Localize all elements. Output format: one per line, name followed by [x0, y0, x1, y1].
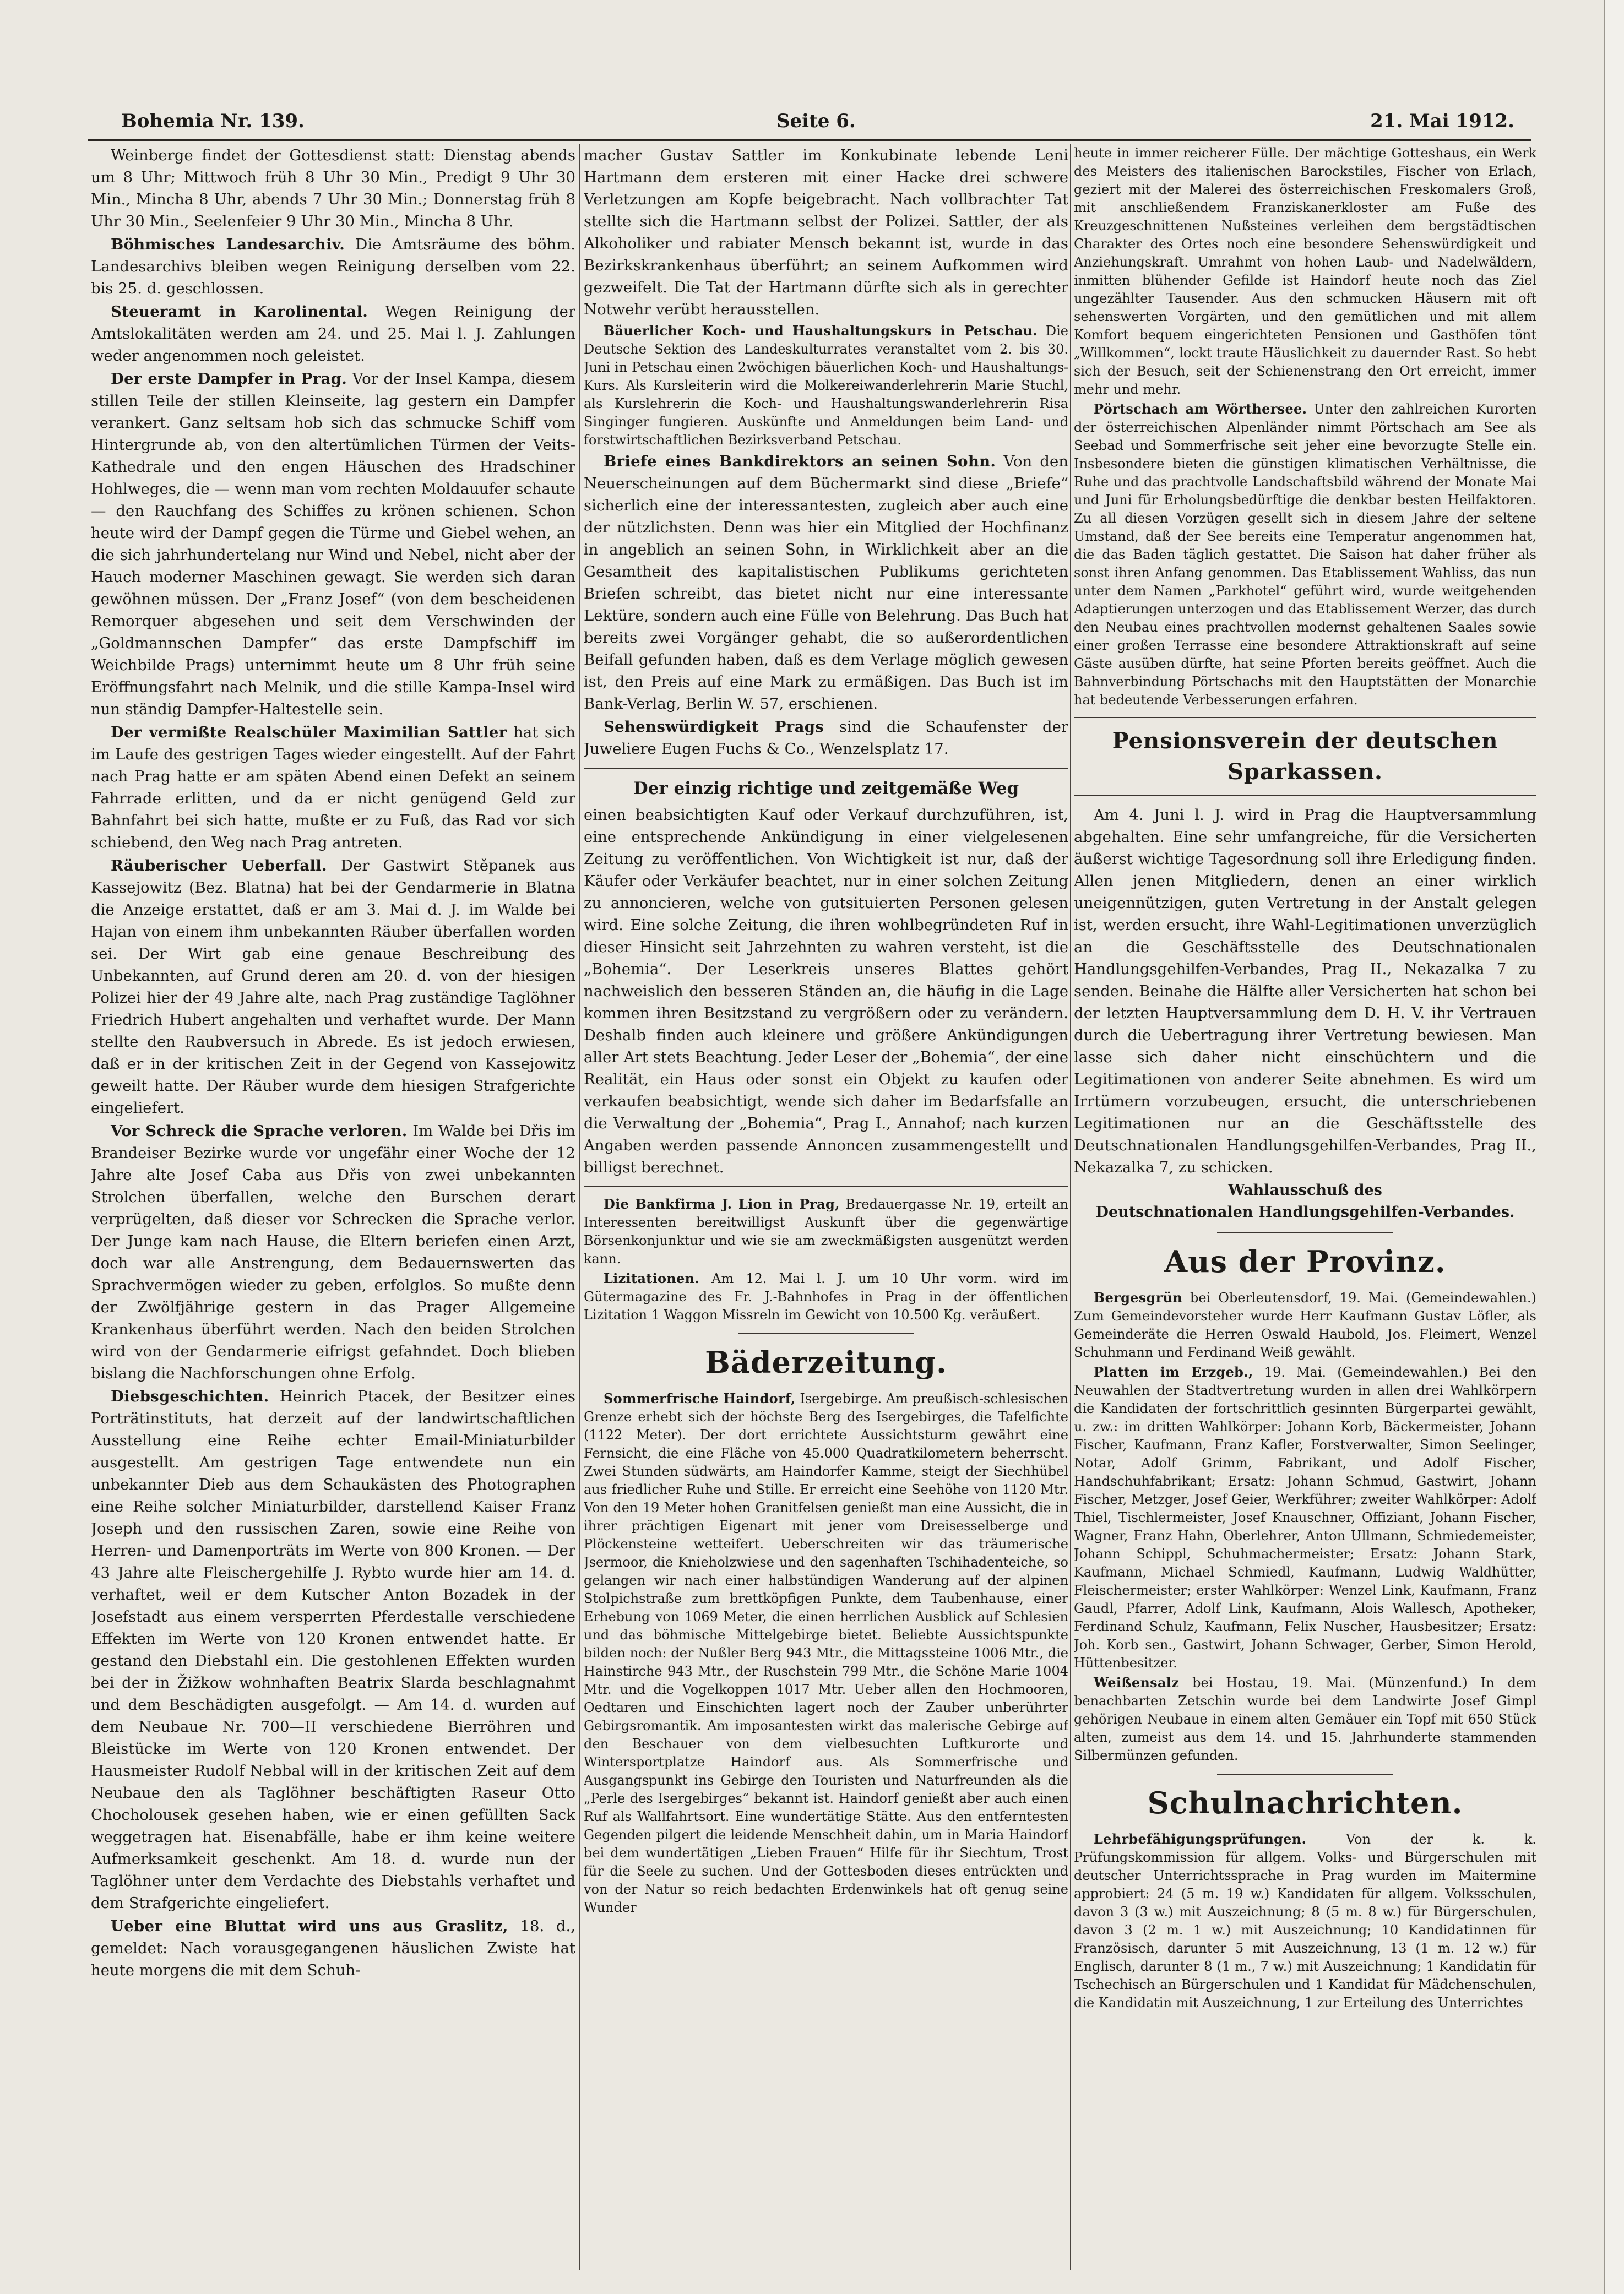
- article-body: Isergebirge. Am preußisch-schlesischen Grenze erhebt sich der höchste Berg des Isergebirges, die Tafelfichte (1122 Meter). Der dort errichtete Aussichtsturm gewährt eine Fernsicht, die eine Fläche von 45.000 Quadratkilometern beherrscht. Zwei Stunden südwärts, am Haindorfer Kamme, steigt der Siechhübel aus friedlicher Ruhe und Stille. Er erreicht eine Seehöhe von 1120 Mtr. Von den 19 Meter hohen Granitfelsen genießt man eine Aussicht, die in ihrer prächtigen Eigenart mit jener vom Dreisesselberge und Plöckensteine wetteifert. Ueberschreiten wir das träumerische Jsermoor, die Knieholzwiese und den sagenhaften Tschihadenteiche, so gelangen wir nach einer halbstündigen Wanderung auf der alpinen Stolpichstraße zum brettköpfigen Punkte, dem Taubenhause, einer Erhebung von 1069 Meter, die einen herrlichen Ausblick auf Schlesien und das böhmische Mittelgebirge bietet. Beliebte Aussichtspunkte bilden noch: der Nußler Berg 943 Mtr., die Mittagssteine 1006 Mtr., die Hainstirche 943 Mtr., der Ruschstein 799 Mtr., die Schöne Marie 1004 Mtr. und die Vogelkoppen 1017 Mtr. Ueber allen den Hochmooren, Oedtaren und Einschichten lagert noch der Zauber unberührter Gebirgsromantik. Am imposantesten wirkt das malerische Gebirge auf den Beschauer von dem vielbesuchten Luftkurorte und Wintersportplatze Haindorf aus. Als Sommerfrische und Ausgangspunkt ins Gebirge den Touristen und Naturfreunden als die „Perle des Isergebirges“ bekannt ist. Haindorf genießt aber auch einen Ruf als Wallfahrtsort. Eine wundertätige Stätte. Aus den entferntesten Gegenden pilgert die leidende Menschheit dahin, um in Maria Haindorf bei dem wundertätigen „Lieben Frauen“ Hilfe für ihr Siechtum, Trost für die Seele zu suchen. Und der Gottesboden dieses entrückten und von der Natur so reich bedachten Erdenwinkels hat oft genug seine Wunder: [584, 1391, 1068, 1915]
- separator-rule: [1074, 795, 1536, 796]
- separator-rule: [584, 768, 1068, 769]
- article-body: Wegen Reinigung der Amtslokalitäten werden am 24. und 25. Mai l. J. Zahlungen weder angenommen noch geleistet.: [91, 303, 575, 365]
- notice-heading: Der einzig richtige und zeitgemäße Weg: [633, 779, 1019, 798]
- separator-rule: [584, 1186, 1068, 1187]
- article-lead: Steueramt in Karolinental.: [111, 303, 368, 320]
- section-heading: Bäderzeitung.: [705, 1345, 947, 1380]
- article-body: 18. d., gemeldet: Nach vorausgegangenen häuslichen Zwiste hat heute morgens die mit dem Schuh-: [91, 1917, 575, 1979]
- article: [91, 1385, 575, 1914]
- article-lead: Briefe eines Bankdirektors an seinen Sohn.: [604, 453, 996, 470]
- article-lead: Ueber eine Bluttat wird uns aus Graslitz,: [111, 1917, 508, 1935]
- article: [91, 301, 575, 367]
- article: [91, 1120, 575, 1384]
- separator-rule: [1074, 717, 1536, 718]
- running-head-date: 21. Mai 1912.: [1370, 110, 1514, 132]
- article-lead: Platten im Erzgeb.,: [1094, 1364, 1253, 1380]
- article-body: Bredauergasse Nr. 19, erteilt an Interessenten bereitwilligst Auskunft über die gegenwärtige Börsenkonjunktur und wie sie am zweckmäßigsten ausgenützt werden kann.: [584, 1197, 1068, 1266]
- article: [584, 322, 1068, 449]
- signature-line: Wahlausschuß des: [1228, 1182, 1382, 1199]
- article-lead: Vor Schreck die Sprache verloren.: [111, 1122, 408, 1140]
- article: [1074, 1673, 1536, 1765]
- article-body: heute in immer reicherer Fülle. Der mächtige Gotteshaus, ein Werk des Meisters des italienischen Barockstiles, Fischer von Erlach, geziert mit der Malerei des österreichischen Freskomalers Groß, mit anschließendem Franziskanerkloster am Fuße des Kreuzgeschnittenen Nußsteines verleihen dem bergstädtischen Charakter des Ortes noch eine besondere Sehenswürdigkeit und Anziehungskraft. Umrahmt von hohen Laub- und Nadelwäldern, inmitten blühender Gefilde ist Haindorf heute noch das Ziel ungezählter Tausender. Aus den schmucken Häusern mit oft sehenswerten Vorgärten, und den gemütlichen und mit allem Komfort bequem eingerichteten Pensionen und Gasthöfen tönt „Willkommen“, lockt traute Häuslichkeit zu dauernder Rast. So hebt sich der Besuch, seit der Schienenstrang den Ort erreicht, immer mehr und mehr.: [1074, 145, 1536, 397]
- article-body: einen beabsichtigten Kauf oder Verkauf durchzuführen, ist, eine entsprechende Ankündigung in einer vielgelesenen Zeitung zu veröffentlichen. Von Wichtigkeit ist nur, daß der Käufer oder Verkäufer beachtet, nur in einer solchen Zeitung zu annoncieren, welche von gutsituierten Personen gelesen wird. Eine solche Zeitung, die ihren wohlbegründeten Ruf in dieser Hinsicht seit Jahrzehnten zu wahren versteht, ist die „Bohemia“. Der Leserkreis unseres Blattes gehört nachweislich den besseren Ständen an, die häufig in die Lage kommen ihren Besitzstand zu vergrößern oder zu verändern. Deshalb finden auch kleinere und größere Ankündigungen aller Art stets Beachtung. Jeder Leser der „Bohemia“, der eine Realität, ein Haus oder sonst ein Objekt zu kaufen oder verkaufen beabsichtigt, wende sich daher im Bedarfsfalle an die Verwaltung der „Bohemia“, Prag I., Annahof; nach kurzen Angaben werden passende Annoncen zusammengestellt und billigst berechnet.: [584, 806, 1068, 1176]
- article-lead: Die Bankfirma J. Lion in Prag,: [604, 1196, 840, 1212]
- signature-line: Deutschnationalen Handlungsgehilfen-Verbandes.: [1095, 1204, 1515, 1221]
- article: [1074, 804, 1536, 1178]
- article-body: Die Amtsräume des böhm. Landesarchivs bleiben wegen Reinigung derselben vom 22. bis 25. d. geschlossen.: [91, 236, 575, 297]
- article-body: Die Deutsche Sektion des Landeskulturrates veranstaltet vom 2. bis 30. Juni in Petschau einen 2wöchigen bäuerlichen Koch- und Haushaltungs-Kurs. Als Kursleiterin wird die Molkereiwanderlehrerin Marie Stuchl, als Kurslehrerin die Koch- und Haushaltungswanderlehrerin Risa Singinger fungieren. Auskünfte und Anmeldungen beim Land- und forstwirtschaftlichen Bezirksverband Petschau.: [584, 323, 1068, 448]
- article: [91, 1915, 575, 1981]
- article: [584, 1389, 1068, 1917]
- section-heading: Schulnachrichten.: [1147, 1785, 1463, 1820]
- running-head-left: Bohemia Nr. 139.: [121, 110, 305, 132]
- article: [91, 855, 575, 1119]
- article-lead: Bergesgrün: [1094, 1290, 1183, 1306]
- column-1: [91, 144, 575, 2270]
- article-body: sind die Schaufenster der Juweliere Eugen Fuchs & Co., Wenzelsplatz 17.: [584, 718, 1068, 758]
- column-3: [1074, 144, 1536, 2270]
- running-head: [83, 105, 1514, 138]
- adjacent-page-edge: [1604, 0, 1624, 2294]
- article-body: Von den Neuerscheinungen auf dem Büchermarkt sind diese „Briefe“ sicherlich eine der interessantesten, zugleich aber auch eine der nützlichsten. Denn was hier ein Mitglied der Hochfinanz in angeblich an seinen Sohn, in Wirklichkeit aber an die Gesamtheit des kapitalistischen Publikums gerichteten Briefen schreibt, das bietet nicht nur eine interessante Lektüre, sondern auch eine Fülle von Belehrung. Das Buch hat bereits zwei Vorgänger gehabt, die so außerordentlichen Beifall gefunden haben, daß es dem Verlage möglich gewesen ist, den Preis auf eine Mark zu ermäßigen. Das Buch ist im Bank-Verlag, Berlin W. 57, erschienen.: [584, 453, 1068, 713]
- article: [584, 1269, 1068, 1324]
- article-lead: Sommerfrische Haindorf,: [604, 1390, 796, 1406]
- article-lead: Lizitationen.: [604, 1270, 700, 1286]
- article: [1074, 144, 1536, 399]
- header-rule: [88, 139, 1531, 141]
- article-body: bei Oberleutensdorf, 19. Mai. (Gemeindewahlen.) Zum Gemeindevorsteher wurde Herr Kaufmann Gustav Löfler, als Gemeinderäte die Herren Oswald Haubold, Jos. Fleimert, Wenzel Schuhmann und Ferdinand Weiß gewählt.: [1074, 1290, 1536, 1360]
- article-body: Weinberge findet der Gottesdienst statt: Dienstag abends um 8 Uhr; Mittwoch früh 8 Uhr 30 Min., Predigt 9 Uhr 30 Min., Mincha 8 Uhr, abends 7 Uhr 30 Min.; Donnerstag früh 8 Uhr 30 Min., Seelenfeier 9 Uhr 30 Min., Mincha 8 Uhr.: [91, 146, 575, 230]
- article: [1074, 400, 1536, 709]
- article-lead: Bäuerlicher Koch- und Haushaltungskurs in Petschau.: [604, 323, 1038, 339]
- article-body: Der Gastwirt Stěpanek aus Kassejowitz (Bez. Blatna) hat bei der Gendarmerie in Blatna die Anzeige erstattet, daß er am 3. Mai d. J. im Walde bei Hajan von einem ihm unbekannten Räuber überfallen worden sei. Der Wirt gab eine genaue Beschreibung des Unbekannten, auf Grund deren am 20. d. von der hiesigen Polizei hier der 49 Jahre alte, nach Prag zuständige Taglöhner Friedrich Hubert angehalten und verhaftet wurde. Der Mann stellte den Raubversuch in Abrede. Es ist jedoch erwiesen, daß er in der kritischen Zeit in der Gegend von Kassejowitz geweilt hatte. Der Räuber wurde dem hiesigen Strafgerichte eingeliefert.: [91, 857, 575, 1117]
- article-body: Vor der Insel Kampa, diesem stillen Teile der stillen Kleinseite, lag gestern ein Dampfer verankert. Ganz seltsam hob sich das schmucke Schiff vom Hintergrunde ab, von den altertümlichen Türmen der Veits-Kathedrale und den engen Häuschen des Hradschiner Hohlweges, die — wenn man vom rechten Moldauufer schaute — den Rauchfang des Schiffes zu krönen schienen. Schon heute wird der Dampf gegen die Türme und Giebel wehen, an die sich jahrhundertelang nur Wind und Nebel, nicht aber der Hauch moderner Maschinen gewagt. Sie werden sich daran gewöhnen müssen. Der „Franz Josef“ (von dem bescheidenen Remorquer abgesehen und seit dem Verschwinden der „Goldmannschen Dampfer“ das erste Dampfschiff im Weichbilde Prags) unternimmt heute um 8 Uhr früh seine Eröffnungsfahrt nach Melnik, und die stille Kampa-Insel wird nun ständig Dampfer-Haltestelle sein.: [91, 370, 575, 718]
- article-body: Heinrich Ptacek, der Besitzer eines Porträtinstituts, hat derzeit auf der landwirtschaftlichen Ausstellung eine Reihe echter Email-Miniaturbilder ausgestellt. Am gestrigen Tage entwendete nun ein unbekannter Dieb aus dem Schaukästen des Photographen eine Reihe solcher Miniaturbilder, darstellend Kaiser Franz Joseph und den russischen Zaren, sowie eine Reihe von Herren- und Damenporträts im Werte von 800 Kronen. — Der 43 Jahre alte Fleischergehilfe J. Rybto wurde hier am 14. d. verhaftet, weil er dem Kutscher Anton Bozadek in der Josefstadt aus einem versperrten Pferdestalle verschiedene Effekten im Werte von 120 Kronen entwendet hatte. Er gestand den Diebstahl ein. Die gestohlenen Effekten wurden bei der in Žižkow wohnhaften Beatrix Slarda beschlagnahmt und dem Beschädigten ausgefolgt. — Am 14. d. wurden auf dem Neubaue Nr. 700—II verschiedene Bierröhren und Bleistücke im Werte von 120 Kronen entwendet. Der Hausmeister Rudolf Nebbal will in der kritischen Zeit auf dem Neubaue den als Taglöhner beschäftigten Raseur Otto Chocholousek gesehen haben, wie er einen gefüllten Sack weggetragen hat. Eisenabfälle, habe er ihm keine weitere Aufmerksamkeit geschenkt. Am 18. d. wurde nun der Taglöhner unter dem Verdachte des Diebstahls verhaftet und dem Strafgerichte eingeliefert.: [91, 1388, 575, 1912]
- article: [91, 368, 575, 720]
- article: [91, 144, 575, 232]
- article-body: bei Hostau, 19. Mai. (Münzenfund.) In dem benachbarten Zetschin wurde bei dem Landwirte Josef Gimpl gehörigen Neubaue in einem alten Gemäuer ein Topf mit 650 Stück alten, zumeist aus dem 14. und 15. Jahrhunderte stammenden Silbermünzen gefunden.: [1074, 1675, 1536, 1763]
- article-body: Am 4. Juni l. J. wird in Prag die Hauptversammlung abgehalten. Eine sehr umfangreiche, für die Versicherten äußerst wichtige Tagesordnung soll ihre Erledigung finden. Allen jenen Mitgliedern, denen an einer wirklich uneigennützigen, guten Vertretung in der Anstalt gelegen ist, werden ersucht, ihre Wahl-Legitimationen unverzüglich an die Geschäftsstelle des Deutschnationalen Handlungsgehilfen-Verbandes, Prag II., Nekazalka 7 zu senden. Beinahe die Hälfte aller Versicherten hat schon bei der letzten Hauptversammlung dem D. H. V. ihr Vertrauen durch die Uebertragung ihrer Vertretung bewiesen. Man lasse sich daher nicht einschüchtern und die Legitimationen von anderer Seite abnehmen. Es wird um Irrtümern vorzubeugen, ersucht, die unterschriebenen Legitimationen nur an die Geschäftsstelle des Deutschnationalen Handlungsgehilfen-Verbandes, Prag II., Nekazalka 7, zu schicken.: [1074, 806, 1536, 1176]
- article: [1074, 1830, 1536, 2012]
- article: [584, 1195, 1068, 1268]
- notice-body: [584, 804, 1068, 1178]
- article-body: 19. Mai. (Gemeindewahlen.) Bei den Neuwahlen der Stadtvertretung wurden in allen drei Wahlkörpern die Kandidaten der fortschrittlich gesinnten Bürgerpartei gewählt, u. zw.: im dritten Wahlkörper: Johann Korb, Bäckermeister, Johann Fischer, Kaufmann, Franz Kafler, Forstverwalter, Simon Seelinger, Notar, Adolf Grimm, Fabrikant, und Adolf Fischer, Handschuhfabrikant; Ersatz: Johann Schmud, Gastwirt, Johann Fischer, Metzger, Josef Geier, Werkführer; zweiter Wahlkörper: Adolf Thiel, Tischlermeister, Josef Knauschner, Offiziant, Johann Fischer, Wagner, Franz Hahn, Oberlehrer, Anton Ullmann, Schmiedemeister, Johann Schippl, Schuhmachermeister; Ersatz: Johann Stark, Kaufmann, Michael Schmiedl, Kaufmann, Ludwig Waldhütter, Fleischermeister; erster Wahlkörper: Wenzel Link, Kaufmann, Franz Gaudl, Pfarrer, Adolf Link, Kaufmann, Alois Wallesch, Apotheker, Ferdinand Schulz, Kaufmann, Felix Nuscher, Hausbesitzer; Ersatz: Joh. Korb sen., Gastwirt, Johann Schwager, Gerber, Simon Herold, Hüttenbesitzer.: [1074, 1365, 1536, 1671]
- article: [584, 716, 1068, 760]
- article: [91, 233, 575, 300]
- running-head-page-number: Seite 6.: [776, 110, 856, 132]
- column-divider: [579, 144, 580, 2270]
- separator-rule: [1217, 1774, 1393, 1775]
- article-body: Im Walde bei Dřis im Brandeiser Bezirke wurde vor ungefähr einer Woche der 12 Jahre alte Josef Caba aus Dřis von zwei unbekannten Strolchen überfallen, welche den Burschen derart verprügelten, daß dieser vor Schrecken die Sprache verlor. Der Junge kam nach Hause, die Eltern beriefen einen Arzt, doch war alle Anstrengung, dem Bedauernswerten das Sprachvermögen wieder zu geben, erfolglos. So mußte denn der Zwölfjährige gestern in das Prager Allgemeine Krankenhaus überführt werden. Nach den beiden Strolchen wird von der Gendarmerie eifrigst gefahndet. Doch blieben bislang die Nachforschungen ohne Erfolg.: [91, 1122, 575, 1382]
- separator-rule: [1217, 1232, 1393, 1233]
- article-lead: Pörtschach am Wörthersee.: [1094, 401, 1307, 417]
- article-body: Von der k. k. Prüfungskommission für allgem. Volks- und Bürgerschulen mit deutscher Unterrichtssprache in Prag wurden im Maitermine approbiert: 24 (5 m. 19 w.) Kandidaten für allgem. Volksschulen, davon 3 (3 w.) mit Auszeichnung; 8 (5 m. 8 w.) für Bürgerschulen, davon 3 (2 m. 1 w.) mit Auszeichnung; 10 Kandidatinnen für Französisch, darunter 5 mit Auszeichnung, 13 (1 m. 12 w.) für Englisch, darunter 8 (1 m., 7 w.) mit Auszeichnung; 1 Kandidatin für Tschechisch an Bürgerschulen und 1 Kandidat für Mädchenschulen, die Kandidatin mit Auszeichnung, 1 zur Erteilung des Unterrichtes: [1074, 1831, 1536, 2010]
- article-body: macher Gustav Sattler im Konkubinate lebende Leni Hartmann dem ersteren mit einer Hacke drei schwere Verletzungen am Kopfe beigebracht. Nach vollbrachter Tat stellte sich die Hartmann selbst der Polizei. Sattler, der als Alkoholiker und rabiater Mensch bekannt ist, wurde in das Bezirkskrankenhaus überführt; an seinem Aufkommen wird gezweifelt. Die Tat der Hartmann dürfte sich als in gerechter Notwehr verübt herausstellen.: [584, 146, 1068, 318]
- article-lead: Diebsgeschichten.: [111, 1388, 269, 1405]
- article: [1074, 1363, 1536, 1672]
- article-lead: Räuberischer Ueberfall.: [111, 857, 327, 874]
- article-lead: Sehenswürdigkeit Prags: [604, 718, 824, 736]
- article: [1074, 1289, 1536, 1362]
- section-heading: Aus der Provinz.: [1164, 1244, 1446, 1279]
- article: [91, 721, 575, 854]
- article-lead: Der erste Dampfer in Prag.: [111, 370, 347, 388]
- article-lead: Der vermißte Realschüler Maximilian Sattler: [111, 724, 507, 741]
- article: [584, 450, 1068, 715]
- section-heading: Pensionsverein der deutschen Sparkassen.: [1112, 728, 1498, 785]
- article-lead: Böhmisches Landesarchiv.: [111, 236, 345, 253]
- article-body: Am 12. Mai l. J. um 10 Uhr vorm. wird im Gütermagazine des Fr. J.-Bahnhofes in Prag in der öffentlichen Lizitation 1 Waggon Missreln im Gewicht von 10.500 Kg. veräußert.: [584, 1271, 1068, 1323]
- article: [584, 144, 1068, 320]
- separator-rule: [738, 1333, 914, 1334]
- article-body: Unter den zahlreichen Kurorten der österreichischen Alpenländer nimmt Pörtschach am See als Seebad und Sommerfrische seit jeher eine bevorzugte Stelle ein. Insbesondere bieten die günstigen klimatischen Verhältnisse, die Ruhe und das prachtvolle Landschaftsbild während der Monate Mai und Juni für Erholungsbedürftige die denkbar besten Heilfaktoren. Zu all diesen Vorzügen gesellt sich in diesem Jahre der seltene Umstand, daß der See bereits eine Temperatur angenommen hat, die das Baden täglich gestattet. Die Saison hat daher früher als sonst ihren Anfang genommen. Das Etablissement Wahliss, das nun unter dem Namen „Parkhotel“ geführt wird, wurde weitgehenden Adaptierungen unterzogen und das Etablissement Werzer, das durch den Neubau eines prachtvollen modernst gehaltenen Saales sowie einer großen Terrasse eine besondere Attraktionskraft auf seine Gäste ausüben dürfte, hat seine Pforten bereits geöffnet. Auch die Bahnverbindung Pörtschachs mit den Hauptstätten der Monarchie hat bedeutende Verbesserungen erfahren.: [1074, 401, 1536, 708]
- column-divider: [1070, 144, 1071, 2270]
- article-lead: Weißensalz: [1094, 1675, 1180, 1690]
- article-lead: Lehrbefähigungsprüfungen.: [1094, 1831, 1307, 1847]
- column-2: [584, 144, 1068, 2270]
- article-body: hat sich im Laufe des gestrigen Tages wieder eingestellt. Auf der Fahrt nach Prag hatte er am späten Abend einen Defekt an seinem Fahrrade erlitten, und da er nicht genügend Geld zur Bahnfahrt bei sich hatte, mußte er zu Fuß, das Rad vor sich schiebend, den Weg nach Prag antreten.: [91, 724, 575, 851]
